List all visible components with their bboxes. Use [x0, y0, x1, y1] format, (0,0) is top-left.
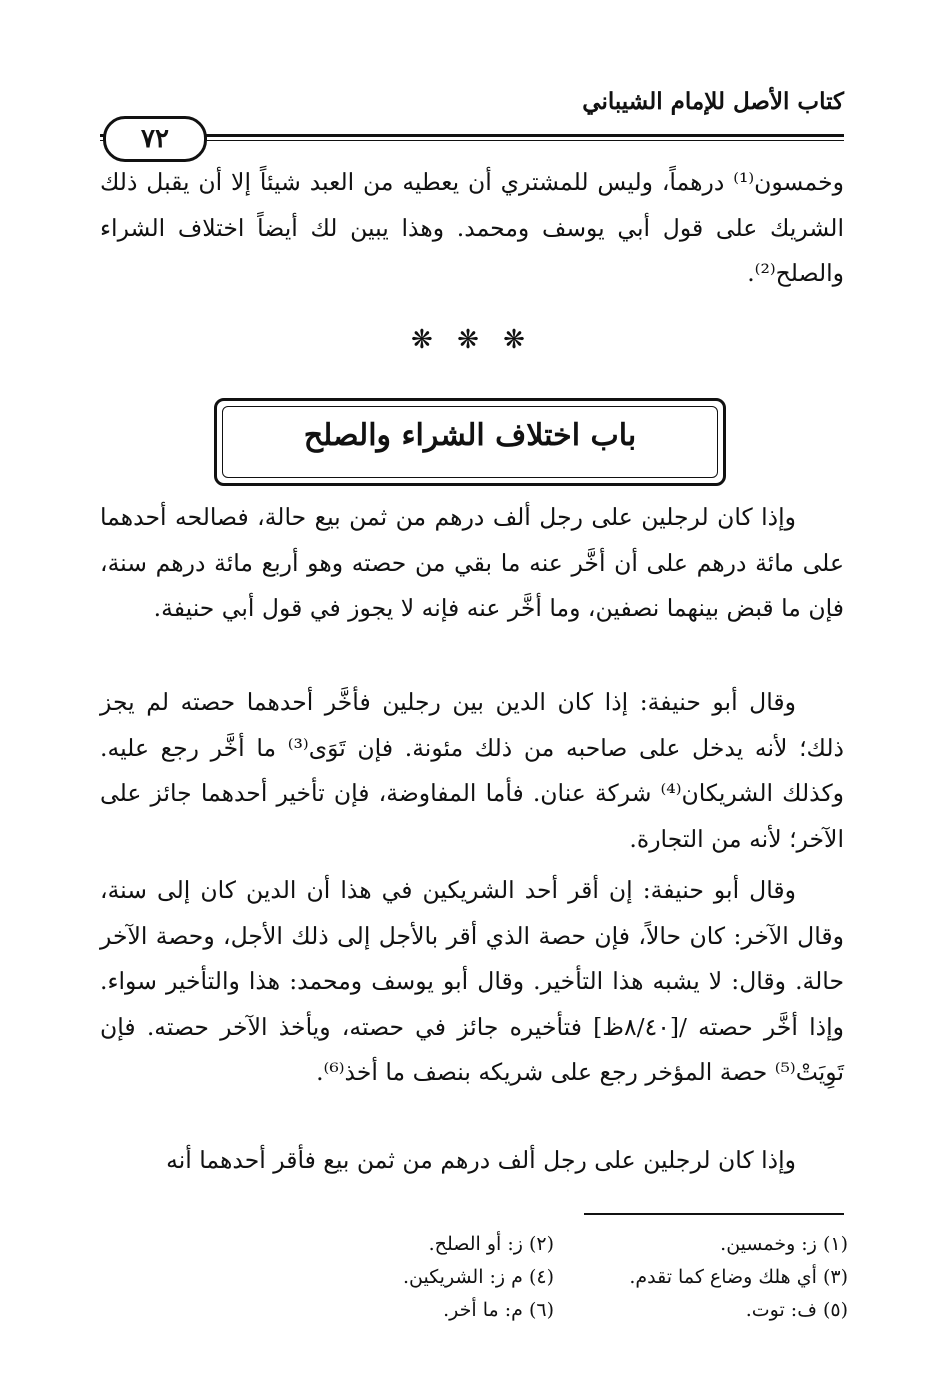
paragraph-1: وخمسون⁽¹⁾ درهماً، وليس للمشتري أن يعطيه من العبد شيئاً إلا أن يقبل ذلك الشريك على قول أبي يوسف ومحمد. وهذا يبين لك أيضاً اختلاف الشراء والصلح⁽²⁾. — [100, 168, 844, 287]
footnote-rule — [584, 1213, 844, 1215]
footnote-3: (٣) أي هلك وضاع كما تقدم. — [629, 1266, 848, 1288]
running-title: كتاب الأصل للإمام الشيباني — [582, 88, 844, 115]
paragraph-5: وإذا كان لرجلين على رجل ألف درهم من ثمن بيع فأقر أحدهما أنه — [166, 1146, 796, 1174]
paragraph-2: وإذا كان لرجلين على رجل ألف درهم من ثمن بيع حالة، فصالحه أحدهما على مائة درهم على أن أخَّر عنه ما بقي من حصته وهو أربع مائة درهم سنة، فإن ما قبض بينهما نصفين، وما أخَّر عنه فإنه لا يجوز في قول أبي حنيفة. — [100, 503, 844, 622]
chapter-heading-frame — [214, 398, 726, 486]
footnote-row — [260, 1261, 848, 1294]
paragraph-3: وقال أبو حنيفة: إذا كان الدين بين رجلين فأخَّر أحدهما حصته لم يجز ذلك؛ لأنه يدخل على صاحبه من ذلك مئونة. فإن تَوَى⁽³⁾ ما أخَّر رجع عليه. وكذلك الشريكان⁽⁴⁾ شركة عنان. فأما المفاوضة، فإن تأخير أحدهما جائز على الآخر؛ لأنه من التجارة. — [100, 688, 845, 853]
footnote-6: (٦) م: ما أخر. — [443, 1299, 554, 1321]
footnote-row — [260, 1228, 848, 1261]
page-number: ٧٢ — [103, 116, 207, 162]
paragraph-4: وقال أبو حنيفة: إن أقر أحد الشريكين في هذا أن الدين كان إلى سنة، وقال الآخر: كان حالاً، فإن حصة الذي أقر بالأجل إلى ذلك الأجل، وحصة الآخر حالة. وقال: لا يشبه هذا التأخير. وقال أبو يوسف ومحمد: هذا والتأخير سواء. وإذا أخَّر حصته /[٨/٤٠ظ] فتأخيره جائز في حصته، ويأخذ الآخر حصته. فإن تَوِيَتْ⁽⁵⁾ حصة المؤخر رجع على شريكه بنصف ما أخذ⁽⁶⁾. — [100, 876, 844, 1086]
footnote-5: (٥) ف: توت. — [745, 1299, 848, 1321]
section-ornament: ❋ ❋ ❋ — [411, 325, 533, 355]
footnotes — [260, 1228, 848, 1327]
footnote-4: (٤) م ز: الشريكين. — [402, 1266, 554, 1288]
header-rule — [100, 134, 844, 137]
footnote-row — [260, 1294, 848, 1327]
footnote-1: (١) ز: وخمسين. — [720, 1233, 848, 1255]
footnote-2: (٢) ز: أو الصلح. — [428, 1233, 554, 1255]
chapter-title: باب اختلاف الشراء والصلح — [303, 418, 637, 453]
header-rule-thin — [100, 140, 844, 141]
